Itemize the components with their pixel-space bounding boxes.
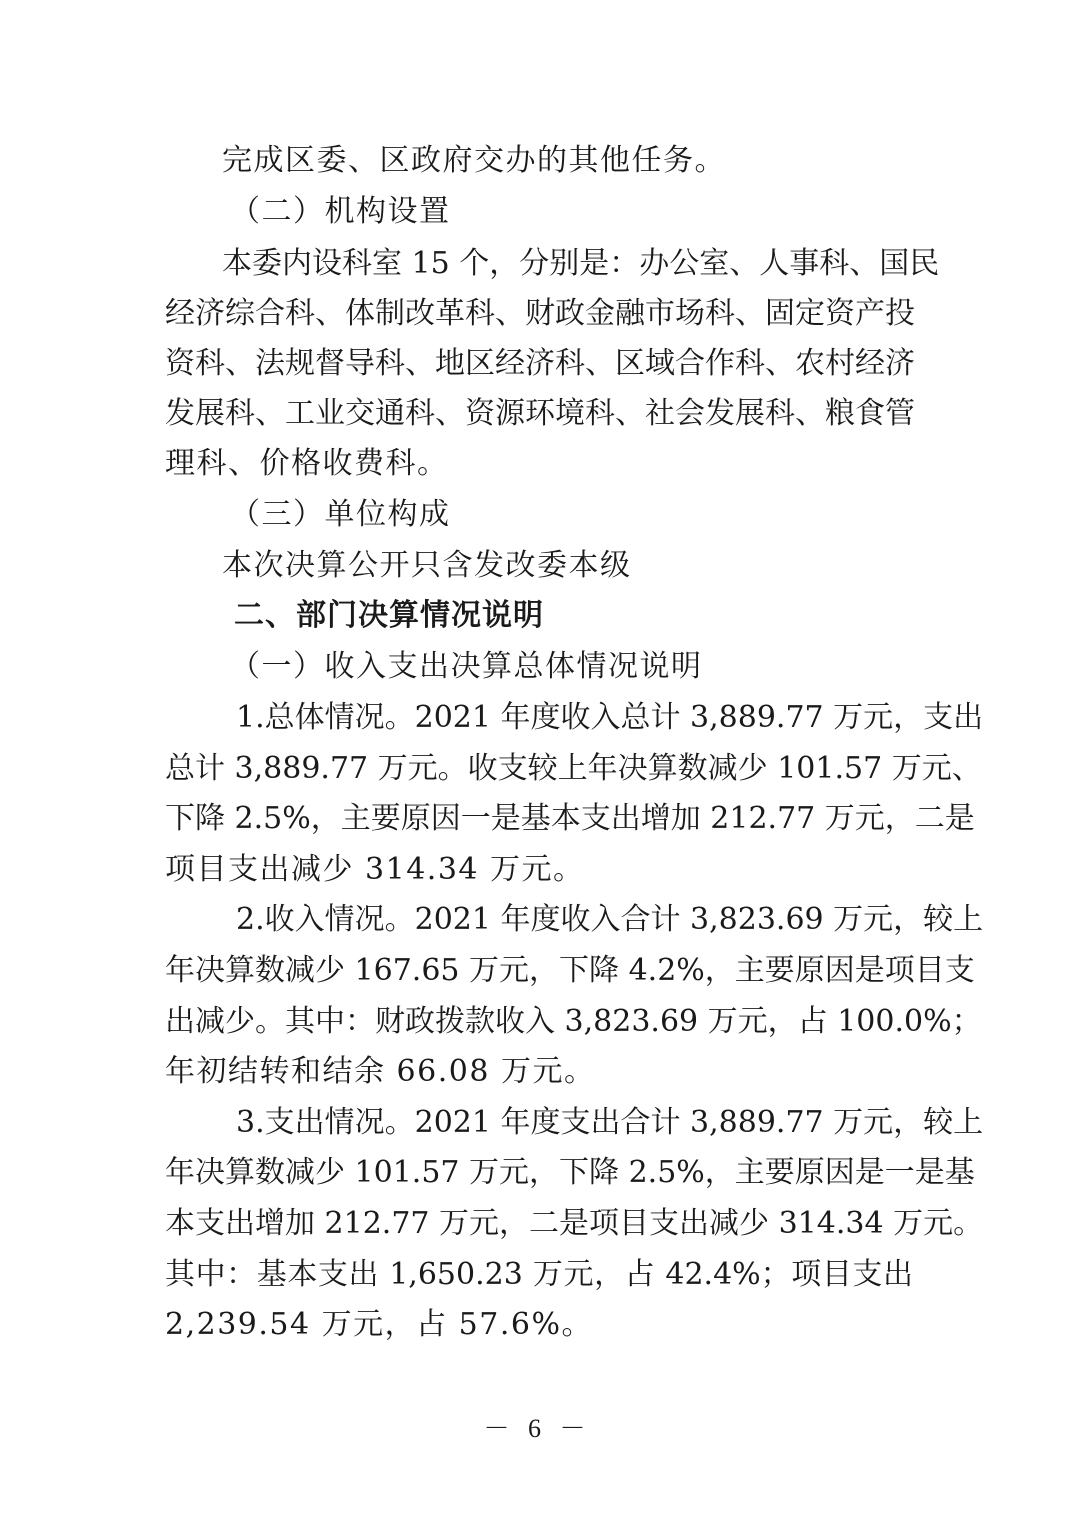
paragraph-line: 资科、法规督导科、地区经济科、区域合作科、农村经济 bbox=[165, 346, 915, 381]
page-number: － 6 － bbox=[483, 1414, 592, 1443]
paragraph-line: 年决算数减少 101.57 万元，下降 2.5%，主要原因是一是基 bbox=[165, 1155, 975, 1190]
paragraph-line: 下降 2.5%，主要原因一是基本支出增加 212.77 万元，二是 bbox=[165, 801, 975, 836]
paragraph-line: 2,239.54 万元，占 57.6%。 bbox=[165, 1307, 593, 1342]
paragraph-line: 发展科、工业交通科、资源环境科、社会发展科、粮食管 bbox=[165, 396, 915, 431]
section-heading: （一）收入支出决算总体情况说明 bbox=[230, 649, 703, 684]
section-heading: （三）单位构成 bbox=[230, 497, 451, 532]
paragraph-line: 年初结转和结余 66.08 万元。 bbox=[165, 1054, 596, 1089]
section-heading: （二）机构设置 bbox=[230, 194, 451, 229]
paragraph-line: 年决算数减少 167.65 万元，下降 4.2%，主要原因是项目支 bbox=[165, 953, 975, 988]
paragraph-line: 本支出增加 212.77 万元，二是项目支出减少 314.34 万元。 bbox=[165, 1206, 984, 1241]
paragraph-line: 其中：基本支出 1,650.23 万元，占 42.4%；项目支出 bbox=[165, 1257, 913, 1292]
paragraph-line: 本次决算公开只含发改委本级 bbox=[222, 548, 632, 583]
paragraph-line: 3.支出情况。2021 年度支出合计 3,889.77 万元，较上 bbox=[236, 1105, 984, 1140]
paragraph-line: 本委内设科室 15 个，分别是：办公室、人事科、国民 bbox=[222, 246, 940, 281]
paragraph-line: 出减少。其中：财政拨款收入 3,823.69 万元，占 100.0%； bbox=[165, 1004, 982, 1039]
paragraph-line: 项目支出减少 314.34 万元。 bbox=[165, 852, 585, 887]
paragraph-line: 总计 3,889.77 万元。收支较上年决算数减少 101.57 万元、 bbox=[165, 751, 982, 786]
paragraph-line: 理科、价格收费科。 bbox=[165, 446, 449, 481]
paragraph-line: 完成区委、区政府交办的其他任务。 bbox=[222, 143, 726, 178]
chapter-heading: 二、部门决算情况说明 bbox=[234, 598, 544, 633]
paragraph-line: 2.收入情况。2021 年度收入合计 3,823.69 万元，较上 bbox=[236, 902, 984, 937]
paragraph-line: 经济综合科、体制改革科、财政金融市场科、固定资产投 bbox=[165, 296, 915, 331]
paragraph-line: 1.总体情况。2021 年度收入总计 3,889.77 万元，支出 bbox=[236, 700, 984, 735]
